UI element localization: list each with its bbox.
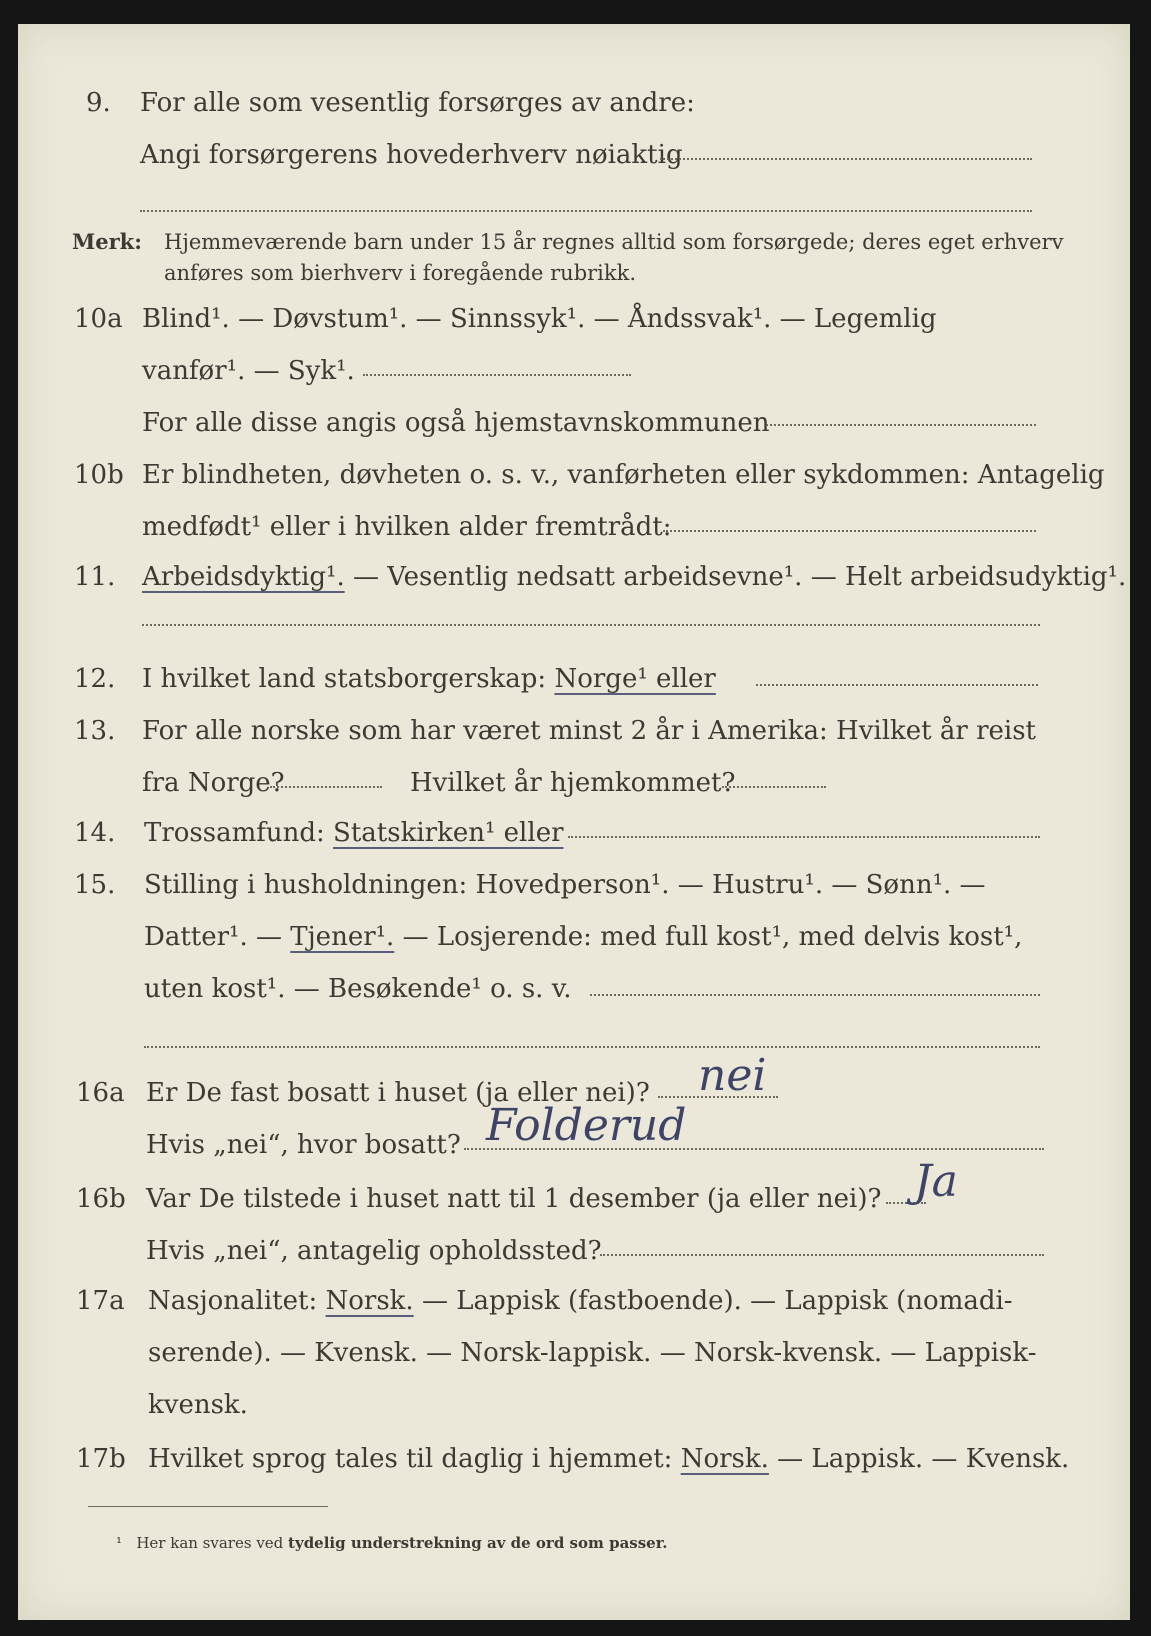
q16a-number: 16a — [76, 1078, 125, 1108]
q15-answer-line[interactable] — [590, 994, 1040, 996]
q10a-line2: vanfør¹. — Syk¹. — [142, 356, 355, 386]
q17b-suffix: — Lappisk. — Kvensk. — [768, 1444, 1070, 1474]
q13-number: 13. — [74, 716, 116, 746]
q17b-number: 17b — [76, 1444, 126, 1474]
q11-selected-answer: Arbeidsdyktig¹. — [142, 562, 345, 592]
merk-line1: Hjemmeværende barn under 15 år regnes alltid som forsørgede; deres eget erhverv — [164, 230, 1064, 254]
q10b-line2: medfødt¹ eller i hvilken alder fremtrådt: — [142, 512, 672, 542]
q15-line2a: Datter¹. — — [144, 922, 291, 952]
q17b-prefix: Hvilket sprog tales til daglig i hjemmet: — [148, 1444, 681, 1474]
q10a-line1: Blind¹. — Døvstum¹. — Sinnssyk¹. — Åndssvak¹. — Legemlig — [142, 304, 937, 334]
q16b-line1: Var De tilstede i huset natt til 1 desember (ja eller nei)? — [146, 1184, 882, 1214]
q17a-line3: kvensk. — [148, 1390, 248, 1420]
footnote-text: Her kan svares ved — [136, 1534, 289, 1552]
q17a-line1c: — Lappisk (fastboende). — Lappisk (nomadi- — [413, 1286, 1013, 1316]
q12-line — [142, 664, 716, 694]
q13-line2a: fra Norge? — [142, 768, 285, 798]
q10a-number: 10a — [74, 304, 123, 334]
q15-answer-line-2[interactable] — [144, 1046, 1040, 1048]
q9-answer-line-2[interactable] — [140, 210, 1032, 212]
merk-line2: anføres som bierhverv i foregående rubrikk. — [164, 261, 637, 285]
footnote — [116, 1534, 667, 1552]
census-form-page — [18, 24, 1130, 1620]
q16b-whereabouts-line[interactable] — [600, 1254, 1044, 1256]
q15-line1: Stilling i husholdningen: Hovedperson¹. — Hustru¹. — Sønn¹. — — [144, 870, 986, 900]
q11-number: 11. — [74, 562, 116, 592]
q17a-number: 17a — [76, 1286, 125, 1316]
q9-line2: Angi forsørgerens hovederhverv nøiaktig — [140, 140, 683, 170]
q15-selected-answer: Tjener¹. — [290, 922, 395, 952]
q14-prefix: Trossamfund: — [144, 818, 334, 848]
q14-number: 14. — [74, 818, 116, 848]
q9-number: 9. — [86, 88, 111, 118]
footnote-rule — [88, 1506, 328, 1507]
q15-line2c: — Losjerende: med full kost¹, med delvis kost¹, — [394, 922, 1023, 952]
q17a-line1a: Nasjonalitet: — [148, 1286, 326, 1316]
q12-selected-answer: Norge¹ eller — [554, 664, 716, 694]
q12-number: 12. — [74, 664, 116, 694]
q17a-line2: serende). — Kvensk. — Norsk-lappisk. — Norsk-kvensk. — Lappisk- — [148, 1338, 1037, 1368]
q15-line2 — [144, 922, 1022, 952]
footnote-bold-text: tydelig understrekning av de ord som passer. — [288, 1534, 668, 1552]
q12-prefix: I hvilket land statsborgerskap: — [142, 664, 555, 694]
q10b-answer-line[interactable] — [663, 530, 1036, 532]
q13-line1: For alle norske som har været minst 2 år i Amerika: Hvilket år reist — [142, 716, 1036, 746]
q16b-handwritten-answer: Ja — [914, 1156, 958, 1207]
q16a-handwritten-residence: Folderud — [486, 1100, 687, 1151]
q14-selected-answer: Statskirken¹ eller — [333, 818, 564, 848]
q11-line — [142, 562, 1126, 592]
q16a-handwritten-answer: nei — [698, 1050, 767, 1101]
q16a-line2: Hvis „nei“, hvor bosatt? — [146, 1130, 461, 1160]
q14-answer-line[interactable] — [568, 836, 1040, 838]
q17b-selected-answer: Norsk. — [680, 1444, 769, 1474]
footnote-mark: ¹ — [116, 1534, 123, 1552]
q13-year-returned-line[interactable] — [722, 786, 826, 788]
q16a-line1: Er De fast bosatt i huset (ja eller nei)? — [146, 1078, 650, 1108]
q9-line1: For alle som vesentlig forsørges av andre: — [140, 88, 695, 118]
q17a-line1 — [148, 1286, 1013, 1316]
q14-line — [144, 818, 564, 848]
q10a-hometown-line[interactable] — [766, 424, 1036, 426]
q10a-answer-line[interactable] — [363, 374, 631, 376]
q17b-line — [148, 1444, 1069, 1474]
q10a-line3: For alle disse angis også hjemstavnskommunen — [142, 408, 770, 438]
q10b-number: 10b — [74, 460, 124, 490]
q15-number: 15. — [74, 870, 116, 900]
q9-answer-line[interactable] — [660, 158, 1032, 160]
q17a-selected-answer: Norsk. — [325, 1286, 414, 1316]
q11-rest: — Vesentlig nedsatt arbeidsevne¹. — Helt arbeidsudyktig¹. — [344, 562, 1127, 592]
q13-year-left-line[interactable] — [270, 786, 382, 788]
q16b-number: 16b — [76, 1184, 126, 1214]
q15-line3: uten kost¹. — Besøkende¹ o. s. v. — [144, 974, 572, 1004]
q10b-line1: Er blindheten, døvheten o. s. v., vanførheten eller sykdommen: Antagelig — [142, 460, 1105, 490]
merk-label: Merk: — [72, 229, 142, 254]
q12-answer-line[interactable] — [756, 684, 1038, 686]
q16b-line2: Hvis „nei“, antagelig opholdssted? — [146, 1236, 602, 1266]
q11-answer-line[interactable] — [142, 624, 1040, 626]
q13-line2b: Hvilket år hjemkommet? — [410, 768, 736, 798]
